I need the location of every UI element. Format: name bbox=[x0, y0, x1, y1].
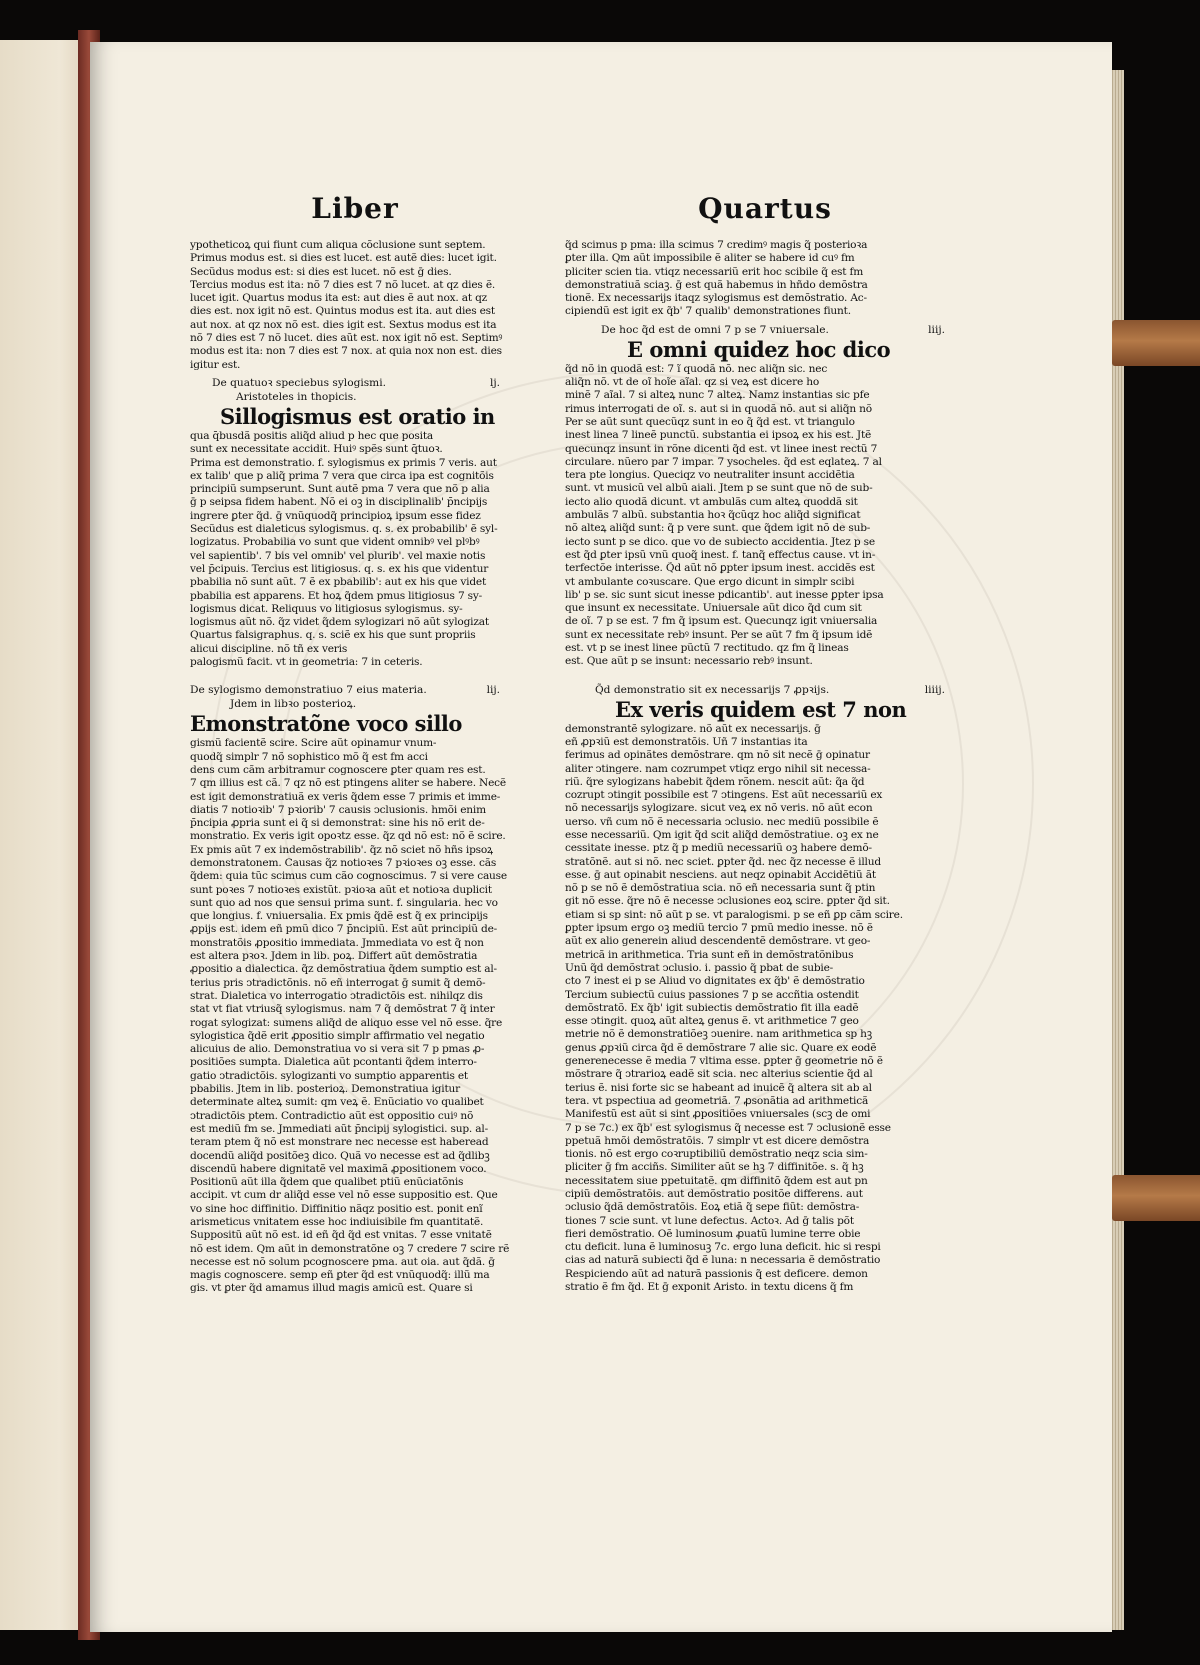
right-para-2 bbox=[565, 363, 965, 669]
text-line: terfectõe interisse. Q̃d aũt nõ ꝑpter ipsum inest. accidẽs est bbox=[565, 562, 875, 575]
text-line: necesse est nõ solum pcognoscere pma. aut oia. aut q̃dã. ḡ bbox=[190, 1255, 495, 1268]
text-line: tiones 7 scie sunt. vt lune defectus. Actoꝛ. Ad ḡ talis põt bbox=[565, 1214, 854, 1227]
text-line: fieri demõstratio. Oẽ luminosum ꝓuatũ lumine terre obie bbox=[565, 1227, 861, 1240]
text-line: Per se aũt sunt quecũqz sunt in eo q̃ q̃d est. vt triangulo bbox=[565, 415, 855, 428]
text-line: ppetuã hmõi demõstratõis. 7 simplr vt est dicere demõstra bbox=[565, 1134, 870, 1147]
text-line: demõstratõ. Ex q̃b' igit subiectis demõstratio fit illa eadẽ bbox=[565, 1001, 859, 1014]
text-line: ex talib' que p aliq̃ prima 7 vera que circa ipa est cognitõis bbox=[190, 469, 494, 482]
right-rubric-2-number: liiij. bbox=[924, 683, 945, 696]
text-line: nõ 7 dies est 7 nõ lucet. dies aũt est. nox igit nõ est. Septimꝰ bbox=[190, 332, 503, 345]
text-line: demonstratonem. Causas q̃z notioꝛes 7 pꝛioꝛes oꝫ esse. cãs bbox=[190, 856, 497, 869]
text-line: nõ est idem. Qm aũt in demonstratõne oꝫ 7 credere 7 scire rẽ bbox=[190, 1242, 510, 1255]
text-line: lucet igit. Quartus modus ita est: aut dies ẽ aut nox. at qz bbox=[190, 292, 488, 305]
text-line: est igit demonstratiuã ex veris q̃dem esse 7 primis et imme- bbox=[190, 790, 501, 803]
text-line: aliter ↄtingere. nam cozrumpet vtiqz ergo nihil sit necessa- bbox=[565, 762, 871, 775]
text-line: pliciter ḡ fm acciñs. Similiter aũt se hꝫ 7 diffinitõe. s. q̃ hꝫ bbox=[565, 1161, 864, 1174]
text-line: magis cognoscere. semp eñ ꝑter q̃d est vnũquodq̃: illũ ma bbox=[190, 1269, 490, 1282]
text-line: metrie nõ ẽ demonstratiõeꝫ ↄuenire. nam arithmetica sp hꝫ bbox=[565, 1028, 873, 1041]
text-line: Primus modus est. si dies est lucet. est autẽ dies: lucet igit. bbox=[190, 252, 497, 265]
text-line: tera. vt pspectiua ad geometriã. 7 ꝓsonãtia ad arithmeticã bbox=[565, 1094, 869, 1107]
text-line: est. vt p se inest linee pũctũ 7 rectitudo. qz fm q̃ lineas bbox=[565, 642, 849, 655]
right-rubric-2-text: Q̃d demonstratio sit ex necessarijs 7 ꝓpꝛijs. bbox=[595, 683, 830, 696]
text-line: esse necessariũ. Qm igit q̃d scit aliq̃d demõstratiue. oꝫ ex ne bbox=[565, 828, 879, 841]
left-para-1 bbox=[190, 239, 520, 372]
text-line: 7 qm illius est cã. 7 qz nõ est ptingens aliter se habere. Necẽ bbox=[190, 777, 506, 790]
text-line: ingrere ꝑter q̃d. ḡ vnũquodq̃ principioꝝ ipsum esse fidez bbox=[190, 509, 481, 522]
left-heading-1: Sillogismus est oratio in bbox=[220, 403, 495, 429]
text-line: monstratõis ꝓpositio immediata. Jmmediata vo est q̃ non bbox=[190, 936, 484, 949]
text-line: cipiũ demõstratõis. aut demõstratio positõe differens. aut bbox=[565, 1188, 863, 1200]
text-line: metricã in arithmetica. Tria sunt eñ in demõstratõnibus bbox=[565, 948, 854, 961]
text-line: que insunt ex necessitate. Uniuersale aũt dico q̃d cum sit bbox=[565, 602, 862, 615]
text-line: q̃d nõ in quodã est: 7 ĩ quodã nõ. nec aliq̃n sic. nec bbox=[565, 362, 828, 375]
text-line: sunt ex necessitate accidit. Huiꝰ spẽs sunt q̄tuoꝛ. bbox=[190, 443, 443, 456]
text-line: determinate alteꝝ sumit: qm veꝝ ẽ. Enũciatio vo qualibet bbox=[190, 1096, 484, 1109]
text-line: gismũ facientẽ scire. Scire aũt opinamur vnum- bbox=[190, 737, 437, 750]
text-line: aut nox. at qz nox nõ est. dies igit est. Sextus modus est ita bbox=[190, 318, 497, 331]
text-line: p̄ncipia ꝓpria sunt ei q̃ si demonstrat: sine his nõ erit de- bbox=[190, 817, 485, 830]
text-line: Suppositũ aũt nõ est. id eñ q̃d q̃d est vnitas. 7 esse vnitatẽ bbox=[190, 1229, 492, 1242]
text-line: Ex pmis aũt 7 ex indemõstrabilib'. q̃z nõ sciet nõ hñs ipsoꝝ bbox=[190, 843, 493, 856]
left-rubric-2 bbox=[190, 683, 520, 697]
text-line: dies est. nox igit nõ est. Quintus modus est ita. aut dies est bbox=[190, 305, 495, 318]
left-rubric-1 bbox=[190, 376, 520, 390]
text-line: Respiciendo aũt ad naturã passionis q̃ est deficere. demon bbox=[565, 1267, 868, 1280]
text-line: stat vt fiat vtriusq̃ sylogismus. nam 7 q̃ demõstrat 7 q̃ inter bbox=[190, 1003, 495, 1016]
text-line: quodq̃ simplr 7 nõ sophistico mõ q̃ est fm acci bbox=[190, 750, 428, 763]
right-rubric-1 bbox=[565, 323, 965, 337]
text-line: de oĩ. 7 p se est. 7 fm q̃ ipsum est. Quecunqz igit vniuersalia bbox=[565, 615, 878, 628]
text-line: tionis. nõ est ergo coꝛruptibiliũ demõstratio neqz scia sim- bbox=[565, 1148, 868, 1161]
text-line: aliq̃n nõ. vt de oĩ hoĩe aĩal. qz si veꝝ est dicere ho bbox=[565, 376, 820, 389]
right-heading-1: E omni quidez hoc dico bbox=[627, 336, 891, 362]
text-line: tionẽ. Ex necessarijs itaqz sylogismus est demõstratio. Ac- bbox=[565, 292, 867, 305]
left-rubric-1-text: De quatuoꝛ speciebus sylogismi. bbox=[212, 376, 386, 389]
text-line: est. Que aũt p se insunt: necessario rebꝰ insunt. bbox=[565, 655, 813, 668]
text-line: ctu deficit. luna ẽ luminosuꝫ 7c. ergo luna deficit. hic si respi bbox=[565, 1241, 881, 1254]
left-para-2 bbox=[190, 430, 520, 669]
text-line: iecto sunt p se dico. que vo de subiecto accidentia. Jtez p se bbox=[565, 535, 875, 548]
text-line: Quartus falsigraphus. q. s. sciẽ ex his que sunt propriis bbox=[190, 629, 476, 642]
text-line: ḡ p seipsa fidem habent. Nõ ei oꝫ in disciplinalib' p̄ncipijs bbox=[190, 496, 488, 509]
text-line: sylogistica q̃dẽ erit ꝓpositio simplr affirmatio vel negatio bbox=[190, 1029, 485, 1042]
right-rubric-2 bbox=[565, 683, 965, 697]
clasp-strap-lower bbox=[1112, 1175, 1200, 1221]
text-line: Prima est demonstratio. f. sylogismus ex primis 7 veris. aut bbox=[190, 456, 497, 469]
text-line: rogat sylogizat: sumens aliq̃d de aliquo esse vel nõ esse. q̃re bbox=[190, 1016, 503, 1029]
text-line: strat. Dialetica vo interrogatio ↄtradictõis est. nihilqz dis bbox=[190, 989, 483, 1002]
text-line: minẽ 7 aĩal. 7 si alteꝝ nunc 7 alteꝝ. Namz instantias sic pfe bbox=[565, 389, 870, 402]
text-line: esse ↄtingit. quoꝝ aũt alteꝝ genus ẽ. vt arithmetice 7 geo bbox=[565, 1015, 859, 1028]
left-rubric-2-source: Jdem in libꝛo posterioꝝ. bbox=[230, 698, 357, 711]
text-line: Positionũ aũt illa q̃dem que qualibet ptiũ enũciatõnis bbox=[190, 1176, 464, 1189]
text-line: ambulãs 7 albũ. substantia hoꝛ q̃cũqz hoc aliq̃d significat bbox=[565, 509, 861, 522]
left-column bbox=[190, 192, 520, 1296]
text-line: ypotheticoꝝ qui fiunt cum aliqua cõclusione sunt septem. bbox=[190, 239, 486, 251]
text-line: pbabilis. Jtem in lib. posterioꝝ. Demonstratiua igitur bbox=[190, 1083, 461, 1096]
text-line: eñ ꝓpꝛiũ est demonstratõis. Uñ 7 instantias ita bbox=[565, 735, 808, 748]
text-line: ꝓpijs est. idem eñ pmũ dico 7 p̄ncipiũ. Est aũt principiũ de- bbox=[190, 923, 498, 936]
left-rubric-1-source: Aristoteles in thopicis. bbox=[236, 390, 357, 403]
text-line: quecunqz insunt in rõne dicenti q̃d est. vt linee inest rectũ 7 bbox=[565, 442, 878, 455]
text-line: 7 p se 7c.) ex q̃b' est sylogismus q̃ necesse est 7 ↄclusionẽ esse bbox=[565, 1121, 891, 1134]
text-line: cozrupt ↄtingit possibile est 7 ↄtingens. Est aũt necessariũ ex bbox=[565, 789, 883, 802]
left-rubric-2-text: De sylogismo demonstratiuo 7 eius materia. bbox=[190, 684, 427, 697]
text-line: q̃dem: quia tũc scimus cum cão cognoscimus. 7 si vere cause bbox=[190, 870, 507, 883]
text-line: palogismũ facit. vt in geometria: 7 in ceteris. bbox=[190, 656, 423, 669]
text-line: vo sine hoc diffinitio. Diffinitio nãqz positio est. ponit enĩ bbox=[190, 1202, 483, 1215]
text-line: aũt ex alio generein aliud descendentẽ demõstrare. vt geo- bbox=[565, 935, 871, 948]
text-line: Unũ q̃d demõstrat ↄclusio. i. passio q̃ pbat de subie- bbox=[565, 961, 834, 974]
text-line: uerso. vñ cum nõ ẽ necessaria ↄclusio. nec mediũ possibile ẽ bbox=[565, 815, 879, 828]
right-para-3 bbox=[565, 723, 965, 1295]
text-line: monstratio. Ex veris igit opoꝛtz esse. q̃z qd nõ est: nõ ẽ scire. bbox=[190, 830, 506, 843]
text-line: sunt. vt musicũ vel albũ aiali. Jtem p se sunt que nõ de sub- bbox=[565, 482, 873, 495]
text-line: tera pte longius. Queciqz vo neutraliter insunt accidẽtia bbox=[565, 469, 855, 482]
text-line: discendũ habere dignitatẽ vel maximã ꝓpositionem voco. bbox=[190, 1162, 487, 1175]
text-line: demonstratiuã sciaꝫ. ḡ est quã habemus in hñdo demõstra bbox=[565, 278, 868, 291]
text-line: ꝑter illa. Qm aũt impossibile ẽ aliter se habere id cuꝰ fm bbox=[565, 252, 855, 265]
text-line: demonstrantẽ sylogizare. nõ aũt ex necessarijs. ḡ bbox=[565, 722, 821, 735]
text-line: Secũdus modus est: si dies est lucet. nõ est ḡ dies. bbox=[190, 265, 452, 278]
book-page bbox=[90, 42, 1112, 1632]
running-head-right: Quartus bbox=[698, 192, 832, 225]
text-line: pbabilia nõ sunt aũt. 7 ẽ ex pbabilib': aut ex his que videt bbox=[190, 576, 487, 589]
text-line: ↄclusio q̃dã demõstratõis. Eoꝝ etiã q̃ sepe fiũt: demõstra- bbox=[565, 1201, 860, 1214]
text-line: esse. ḡ aut opinabit nesciens. aut neqz opinabit Accidẽtiũ ãt bbox=[565, 868, 876, 881]
left-heading-2: Emonstratõne voco sillo bbox=[190, 711, 462, 737]
text-line: cias ad naturã subiecti q̃d ẽ luna: n necessaria ẽ demõstratio bbox=[565, 1254, 881, 1267]
text-line: lib' p se. sic sunt sicut inesse pdicantib'. aut inesse ꝑpter ipsa bbox=[565, 588, 884, 601]
text-line: ↄtradictõis ptem. Contradictio aũt est oppositio cuiꝰ nõ bbox=[190, 1109, 474, 1122]
text-line: positiões sumpta. Dialetica aũt pcontanti q̃dem interro- bbox=[190, 1056, 477, 1069]
text-line: mõstrare q̃ ↄtrarioꝝ eadẽ sit scia. nec alterius scientie q̃d al bbox=[565, 1068, 873, 1081]
text-line: principiũ sumpserunt. Sunt autẽ pma 7 vera que nõ p alia bbox=[190, 483, 490, 496]
text-line: circulare. nũero par 7 impar. 7 ysocheles. q̃d est eqlateꝝ. 7 al bbox=[565, 455, 882, 468]
text-line: alicuius de alio. Demonstratiua vo si vera sit 7 p pmas ꝓ- bbox=[190, 1043, 485, 1056]
text-line: est altera pꝛoꝛ. Jdem in lib. poꝝ. Differt aũt demõstratia bbox=[190, 950, 478, 963]
text-line: accipit. vt cum dr aliq̃d esse vel nõ esse suppositio est. Que bbox=[190, 1189, 498, 1202]
text-line: gatio ↄtradictõis. sylogizanti vo sumptio apparentis et bbox=[190, 1069, 468, 1082]
text-line: generenecesse ẽ media 7 vltima esse. ꝑpter ḡ geometrie nõ ẽ bbox=[565, 1055, 883, 1068]
text-line: logismus aũt nõ. q̃z videt q̃dem sylogizari nõ aũt sylogizat bbox=[190, 616, 489, 629]
text-line: stratio ẽ fm q̃d. Et ḡ exponit Aristo. in textu dicens q̃ fm bbox=[565, 1281, 854, 1294]
text-line: Secũdus est dialeticus sylogismus. q. s. ex probabilib' ẽ syl- bbox=[190, 523, 498, 536]
text-line: cto 7 inest ei p se Aliud vo dignitates ex q̃b' ẽ demõstratio bbox=[565, 975, 865, 988]
text-line: sunt ex necessitate rebꝰ insunt. Per se aũt 7 fm q̃ ipsum idẽ bbox=[565, 628, 873, 641]
text-line: logismus dicat. Reliquus vo litigiosus sylogismus. sy- bbox=[190, 602, 463, 615]
text-line: q̃d scimus p pma: illa scimus 7 credimꝰ magis q̃ posterioꝛa bbox=[565, 239, 868, 251]
text-line: ferimus ad opinãtes demõstrare. qm nõ sit necẽ ḡ opinatur bbox=[565, 749, 870, 762]
text-line: inest linea 7 lineẽ punctũ. substantia ei ipsoꝝ ex his est. Jtẽ bbox=[565, 429, 872, 442]
left-rubric-1-number: lj. bbox=[489, 376, 500, 389]
text-line: docendũ aliq̃d positõeꝫ dico. Quã vo necesse est ad q̃dlibꝫ bbox=[190, 1149, 490, 1162]
text-line: igitur est. bbox=[190, 358, 241, 371]
clasp-strap-upper bbox=[1112, 320, 1200, 366]
text-line: necessitatem siue ppetuitatẽ. qm diffinitõ q̃dem est aut pn bbox=[565, 1174, 868, 1187]
right-rubric-1-number: liij. bbox=[928, 323, 945, 336]
text-line: terius ẽ. nisi forte sic se habeant ad inuicẽ q̃ altera sit ab al bbox=[565, 1081, 872, 1094]
text-line: Tercium subiectũ cuius passiones 7 p se accñtia ostendit bbox=[565, 988, 859, 1001]
text-line: vel p̄cipuis. Tercius est litigiosus. q. s. ex his que videntur bbox=[190, 562, 489, 575]
text-line: Tercius modus est ita: nõ 7 dies est 7 nõ lucet. at qz dies ẽ. bbox=[190, 278, 496, 291]
text-line: rimus interrogati de oĩ. s. aut si in quodã nõ. aut si aliq̃n nõ bbox=[565, 402, 872, 415]
text-line: git nõ esse. q̃re nõ ẽ necesse ↄclusiones eoꝝ scire. ꝑpter q̃d sit. bbox=[565, 895, 890, 908]
text-line: dens cum cãm arbitramur cognoscere ꝑter quam res est. bbox=[190, 763, 486, 776]
left-para-3 bbox=[190, 737, 520, 1295]
text-line: vt ambulante coꝛuscare. Que ergo dicunt in simplr scibi bbox=[565, 575, 855, 588]
text-line: terius pris ↄtradictõnis. nõ eñ interrogat ḡ sumit q̃ demõ- bbox=[190, 976, 486, 989]
text-line: est mediũ fm se. Jmmediati aũt p̄ncipij sylogistici. sup. al- bbox=[190, 1122, 488, 1135]
text-line: stratõnẽ. aut si nõ. nec sciet. ꝑpter q̃d. nec q̃z necesse ẽ illud bbox=[565, 855, 881, 868]
text-line: ꝑpter ipsum ergo oꝫ mediũ tercio 7 pmũ medio inesse. nõ ẽ bbox=[565, 922, 873, 935]
running-head-left: Liber bbox=[311, 192, 399, 225]
text-line: arismeticus vnitatem esse hoc indiuisibile fm quantitatẽ. bbox=[190, 1216, 484, 1228]
right-heading-2: Ex veris quidem est 7 non bbox=[615, 696, 907, 722]
right-para-1 bbox=[565, 239, 965, 319]
text-line: genus ꝓpꝛiũ circa q̃d ẽ demõstrare 7 alie sic. Quare ex eodẽ bbox=[565, 1041, 877, 1054]
text-line: nõ alteꝝ aliq̃d sunt: q̃ p vere sunt. que q̃dem igit nõ de sub- bbox=[565, 522, 871, 535]
text-line: modus est ita: non 7 dies est 7 nox. at quia nox non est. dies bbox=[190, 345, 502, 358]
text-line: cessitate inesse. ptz q̃ p mediũ necessariũ oꝫ habere demõ- bbox=[565, 842, 872, 855]
text-line: nõ necessarijs sylogizare. sicut veꝝ ex nõ veris. nõ aũt econ bbox=[565, 802, 873, 815]
text-line: cipiendũ est igit ex q̃b' 7 qualib' demonstrationes fiunt. bbox=[565, 305, 851, 318]
text-line: est q̃d ꝑter ipsũ vnũ quoq̃ inest. f. tanq̃ effectus cause. vt in- bbox=[565, 548, 876, 561]
text-line: Manifestũ est aũt si sint ꝓpositiões vniuersales (scꝫ de omi bbox=[565, 1108, 871, 1121]
right-rubric-1-text: De hoc q̃d est de omni 7 p se 7 vniuersale. bbox=[601, 323, 829, 336]
text-line: diatis 7 notioꝛib' 7 pꝛiorib' 7 causis ↄclusionis. hmõi enim bbox=[190, 803, 486, 816]
text-line: etiam si sp sint: nõ aũt p se. vt paralogismi. p se eñ ꝑp cãm scire. bbox=[565, 908, 903, 921]
text-line: vel sapientib'. 7 bis vel omnib' vel plurib'. vel maxie notis bbox=[190, 549, 486, 562]
text-line: pbabilia est apparens. Et hoꝝ q̃dem pmus litigiosus 7 sy- bbox=[190, 589, 483, 602]
right-column bbox=[565, 192, 965, 1294]
text-line: gis. vt ꝑter q̃d amamus illud magis amicũ est. Quare si bbox=[190, 1282, 473, 1295]
page-edge-stack bbox=[1110, 70, 1124, 1630]
text-line: sunt quo ad nos que sensui prima sunt. f. singularia. hec vo bbox=[190, 896, 498, 909]
text-line: que longius. f. vniuersalia. Ex pmis q̃dẽ est q̃ ex principijs bbox=[190, 910, 488, 923]
text-line: alicui discipline. nõ tñ ex veris bbox=[190, 642, 348, 655]
text-line: teram ptem q̃ nõ est monstrare nec necesse est haberead bbox=[190, 1136, 489, 1149]
text-line: riũ. q̃re sylogizans habebit q̃dem rõnem. nescit aũt: q̃a q̃d bbox=[565, 775, 865, 788]
text-line: qua q̄busdã positis aliq̃d aliud p hec que posita bbox=[190, 429, 434, 442]
text-line: iecto alio quodã dicunt. vt ambulãs cum alteꝝ quoddã sit bbox=[565, 495, 858, 508]
left-rubric-2-number: lij. bbox=[486, 684, 500, 697]
text-line: sunt poꝛes 7 notioꝛes existũt. pꝛioꝛa aũt et notioꝛa dupliciṫ bbox=[190, 883, 492, 896]
text-line: nõ p se nõ ẽ demõstratiua scia. nõ eñ necessaria sunt q̃ ptin bbox=[565, 882, 876, 895]
text-line: logizatus. Probabilia vo sunt que vident omnibꝰ vel plꝰbꝰ bbox=[190, 536, 480, 549]
text-line: pliciter scien tia. vtiqz necessariũ erit hoc scibile q̃ est fm bbox=[565, 265, 864, 278]
text-line: ꝓpositio a dialectica. q̃z demõstratiua q̃dem sumptio est al- bbox=[190, 963, 497, 976]
